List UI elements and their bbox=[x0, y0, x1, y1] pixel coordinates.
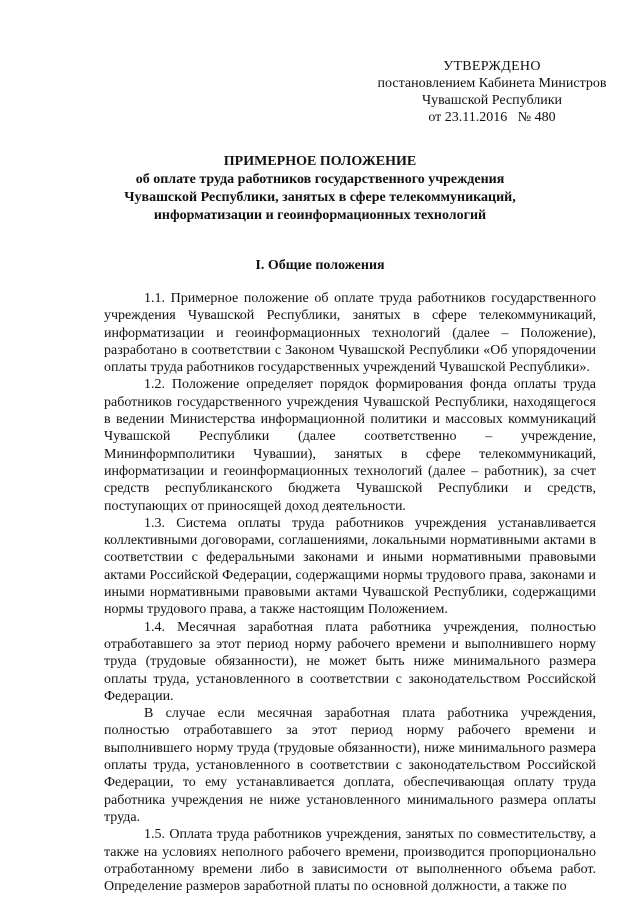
title-line-4: информатизации и геоинформационных технологий bbox=[153, 208, 487, 223]
title-line-1: ПРИМЕРНОЕ ПОЛОЖЕНИЕ bbox=[223, 154, 417, 169]
approval-line-1: постановлением Кабинета Министров bbox=[377, 76, 607, 91]
document-body bbox=[104, 290, 596, 895]
section-heading: I. Общие положения bbox=[255, 258, 385, 273]
approval-stamp bbox=[372, 58, 612, 126]
approval-line-2: Чувашской Республики bbox=[421, 93, 563, 108]
paragraph-1-4-continued: В случае если месячная заработная плата работника учреждения, полностью отработавшего за этот период норму рабочего времени и выполнившего норму труда (трудовые обязанности), ниже минимального размера оплаты труда, установленного в соответствии с законодательством Российской Федерации, то ему устанавливается доплата, обеспечивающая оплату труда работника учреждения не ниже установленного минимального размера оплаты труда. bbox=[104, 706, 596, 825]
title-line-2: об оплате труда работников государственного учреждения bbox=[135, 172, 505, 187]
document-title bbox=[100, 153, 540, 225]
title-line-3: Чувашской Республики, занятых в сфере телекоммуникаций, bbox=[124, 190, 516, 205]
paragraph-1-2: 1.2. Положение определяет порядок формирования фонда оплаты труда работников государственного учреждения Чувашской Республики, находящегося в ведении Министерства информационной политики и массовых коммуникаций Чувашской Республики (далее соответственно – учреждение, Мининформполитики Чувашии), занятых в сфере телекоммуникаций, информатизации и геоинформационных технологий (далее – работник), за счет средств республиканского бюджета Чувашской Республики и средств, поступающих от приносящей доход деятельности. bbox=[104, 377, 596, 514]
paragraph-1-3: 1.3. Система оплаты труда работников учреждения устанавливается коллективными договорами, соглашениями, локальными нормативными актами в соответствии с федеральными законами и иными нормативными правовыми актами Российской Федерации, содержащими нормы трудового права, законами и иными нормативными правовыми актами Чувашской Республики, содержащими нормы трудового права, а также настоящим Положением. bbox=[104, 515, 596, 618]
paragraph-1-1: 1.1. Примерное положение об оплате труда работников государственного учреждения Чувашской Республики, занятых в сфере телекоммуникаций, информатизации и геоинформационных технологий (далее – Положение), разработано в соответствии с Законом Чувашской Республики «Об упорядочении оплаты труда работников государственных учреждений Чувашской Республики». bbox=[104, 291, 596, 376]
approval-line-3: от 23.11.2016 № 480 bbox=[428, 110, 556, 125]
approval-heading: УТВЕРЖДЕНО bbox=[443, 59, 541, 74]
paragraph-1-4: 1.4. Месячная заработная плата работника учреждения, полностью отработавшего за этот период норму рабочего времени и выполнившего норму труда (трудовые обязанности), не может быть ниже минимального размера оплаты труда, установленного в соответствии с законодательством Российской Федерации. bbox=[104, 619, 596, 704]
paragraph-1-5: 1.5. Оплата труда работников учреждения, занятых по совместительству, а также на условиях неполного рабочего времени, производится пропорционально отработанному времени либо в зависимости от выполненного объема работ. Определение размеров заработной платы по основной должности, а также по bbox=[104, 827, 596, 895]
